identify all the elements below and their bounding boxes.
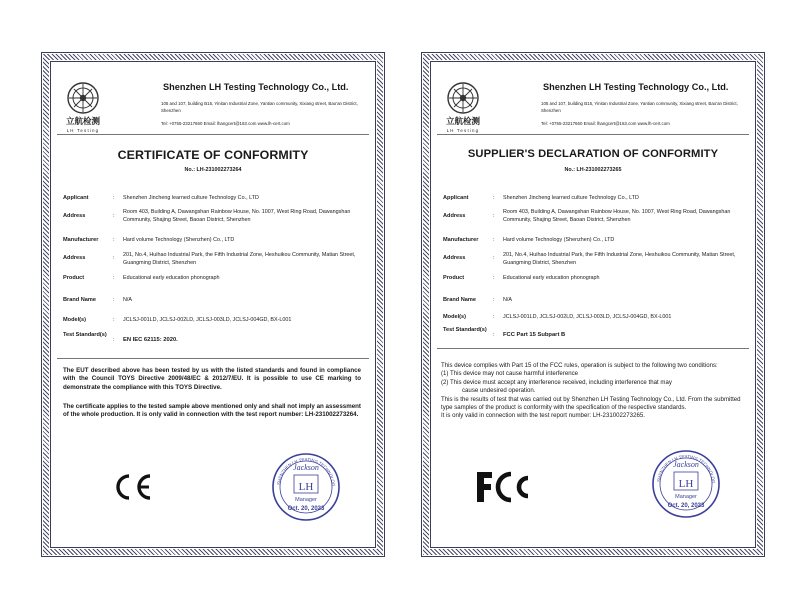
field-label-manufacturer: Manufacturer [63,237,99,243]
certificate-header [55,72,371,132]
svg-text:Jackson: Jackson [673,460,699,469]
field-label-address: Address [443,213,466,219]
lh-logo-icon [437,78,489,136]
svg-text:Oct. 20, 2023: Oct. 20, 2023 [287,506,325,512]
svg-text:LH Testing: LH Testing [66,128,100,133]
lh-logo-icon [57,78,109,136]
fcc-condition-2: (2) This device must accept any interference received, including interference that may [441,378,672,386]
svg-text:SHENZHEN LH TESTING TECHNOLOGY: SHENZHEN LH TESTING TECHNOLOG [656,453,717,484]
company-contact: Tel: +0755-23217660 Email: lhangcert@163.com www.lh-cert.com [161,121,290,126]
field-value-product: Educational early education phonograph [123,275,220,281]
svg-text:Manager: Manager [295,497,317,503]
field-value-applicant: Shenzhen Jincheng learned culture Technology Co., LTD [123,195,259,201]
field-value-brand: N/A [123,297,132,303]
fcc-certificate [421,52,765,557]
field-value-applicant: Shenzhen Jincheng learned culture Technology Co., LTD [503,195,639,201]
field-value-manufacturer: Hard volume Technology (Shenzhen) Co., LTD [123,237,235,243]
svg-text:Oct. 20, 2023: Oct. 20, 2023 [667,503,705,509]
ce-certificate [41,52,385,557]
field-value-product: Educational early education phonograph [503,275,600,281]
company-contact: Tel: +0755-23217660 Email: lhangcert@163.com www.lh-cert.com [541,121,670,126]
document-number: No.: LH-231002273264 [184,167,242,173]
svg-text:Jackson: Jackson [293,463,319,472]
field-colon: : [493,314,495,320]
fcc-intro: This device complies with Part 15 of the FCC rules, operation is subject to the following two conditions: [441,362,718,369]
svg-text:立航检测: 立航检测 [445,117,481,127]
field-colon: : [113,255,115,261]
company-name: Shenzhen LH Testing Technology Co., Ltd. [543,82,729,92]
ce-mark-icon [111,472,155,502]
field-label-address: Address [63,255,86,261]
field-value-standards: FCC Part 15 Subpart B [503,332,566,338]
field-colon: : [113,275,115,281]
field-colon: : [493,332,495,338]
field-colon: : [113,317,115,323]
field-label-product: Product [443,275,465,281]
svg-text:LH: LH [678,478,694,490]
field-value-standards: EN IEC 62115: 2020. [123,337,178,343]
compliance-statement: The EUT described above has been tested by us with the listed standards and found in compliance with the Council TOYS Directive 2009/48/EC & 2012/7/EU. It is possible to use CE marking to demonstrate the compliance with this TOYS Directive. [63,367,361,391]
fcc-condition-2-continued: cause undesired operation. [462,387,536,395]
field-colon: : [493,195,495,201]
validity-statement: The certificate applies to the tested sample above mentioned only and shall not imply an assessment of the whole production. It is only valid in connection with the test report number: LH-231002273264. [63,403,361,419]
field-label-applicant: Applicant [443,195,469,201]
field-label-brand: Brand Name [63,297,96,303]
field-label-brand: Brand Name [443,297,476,303]
manager-stamp-icon [271,452,341,522]
document-title: CERTIFICATE OF CONFORMITY [117,148,309,162]
field-colon: : [113,337,115,343]
field-label-standards: Test Standard(s) [443,327,487,333]
field-label-address: Address [63,213,86,219]
svg-text:SHENZHEN LH TESTING TECHNOLOGY: SHENZHEN LH TESTING TECHNOLOG [276,456,337,487]
field-label-models: Model(s) [443,314,466,320]
field-label-standards: Test Standard(s) [63,332,107,338]
field-label-address: Address [443,255,466,261]
field-value-manufacturer-address: 201, No.4, Huihao Industrial Park, the Fifth Industrial Zone, Heshuikou Community, Matian Street, Guangming District, Shenzhen [123,252,356,266]
field-colon: : [113,297,115,303]
field-value-manufacturer-address: 201, No.4, Huihao Industrial Park, the Fifth Industrial Zone, Heshuikou Community, Matian Street, Guangming District, Shenzhen [503,252,736,266]
field-value-brand: N/A [503,297,512,303]
certificate-header [435,72,751,132]
field-value-models: JCLSJ-001LD, JCLSJ-002LD, JCLSJ-003LD, JCLSJ-004GD, BX-L001 [503,314,672,320]
company-address: 105 and 107, building B15, Yinitan Industrial Zone, Yantian community, Xixiang street, Bao'an District, Shenzhen [161,101,358,113]
manager-stamp-icon [651,449,721,519]
field-colon: : [493,237,495,243]
field-value-models: JCLSJ-001LD, JCLSJ-002LD, JCLSJ-003LD, JCLSJ-004GD, BX-L001 [123,317,292,323]
fcc-condition-1: (1) This device may not cause harmful interference [441,370,579,378]
company-address: 105 and 107, building B15, Yinitan Industrial Zone, Yantian community, Xixiang street, Bao'an District, Shenzhen [541,101,738,113]
fcc-validity: It is only valid in connection with the test report number: LH-231002273265. [441,412,645,420]
header-divider [57,134,369,135]
fcc-statement [441,362,741,421]
field-label-applicant: Applicant [63,195,89,201]
document-number: No.: LH-231002273265 [564,167,622,173]
svg-text:立航检测: 立航检测 [65,117,101,127]
fcc-mark-icon [475,470,533,504]
field-value-address: Room 403, Building A, Dawangshan Rainbow House, No. 1007, West Ring Road, Dawangshan Community, Shajing Street, Baoan District, Shenzhen [123,209,351,223]
fields-divider [437,348,749,349]
field-colon: : [493,255,495,261]
svg-text:LH Testing: LH Testing [446,128,480,133]
field-colon: : [493,213,495,219]
field-colon: : [113,237,115,243]
fields-divider [57,358,369,359]
svg-text:LH: LH [298,481,314,493]
svg-text:Manager: Manager [675,494,697,500]
field-label-models: Model(s) [63,317,86,323]
field-colon: : [113,213,115,219]
field-value-address: Room 403, Building A, Dawangshan Rainbow House, No. 1007, West Ring Road, Dawangshan Community, Shajing Street, Baoan District, Shenzhen [503,209,731,223]
field-label-manufacturer: Manufacturer [443,237,479,243]
field-colon: : [113,195,115,201]
header-divider [437,134,749,135]
document-title: SUPPLIER'S DECLARATION OF CONFORMITY [467,148,719,160]
fcc-result: This is the results of test that was carried out by Shenzhen LH Testing Technology Co., Ltd. From the submitted type samples of the product is conformity with the specification of the respective standards. [441,395,741,412]
field-colon: : [493,275,495,281]
field-value-manufacturer: Hard volume Technology (Shenzhen) Co., LTD [503,237,615,243]
field-colon: : [493,297,495,303]
field-label-product: Product [63,275,85,281]
company-name: Shenzhen LH Testing Technology Co., Ltd. [163,82,349,92]
